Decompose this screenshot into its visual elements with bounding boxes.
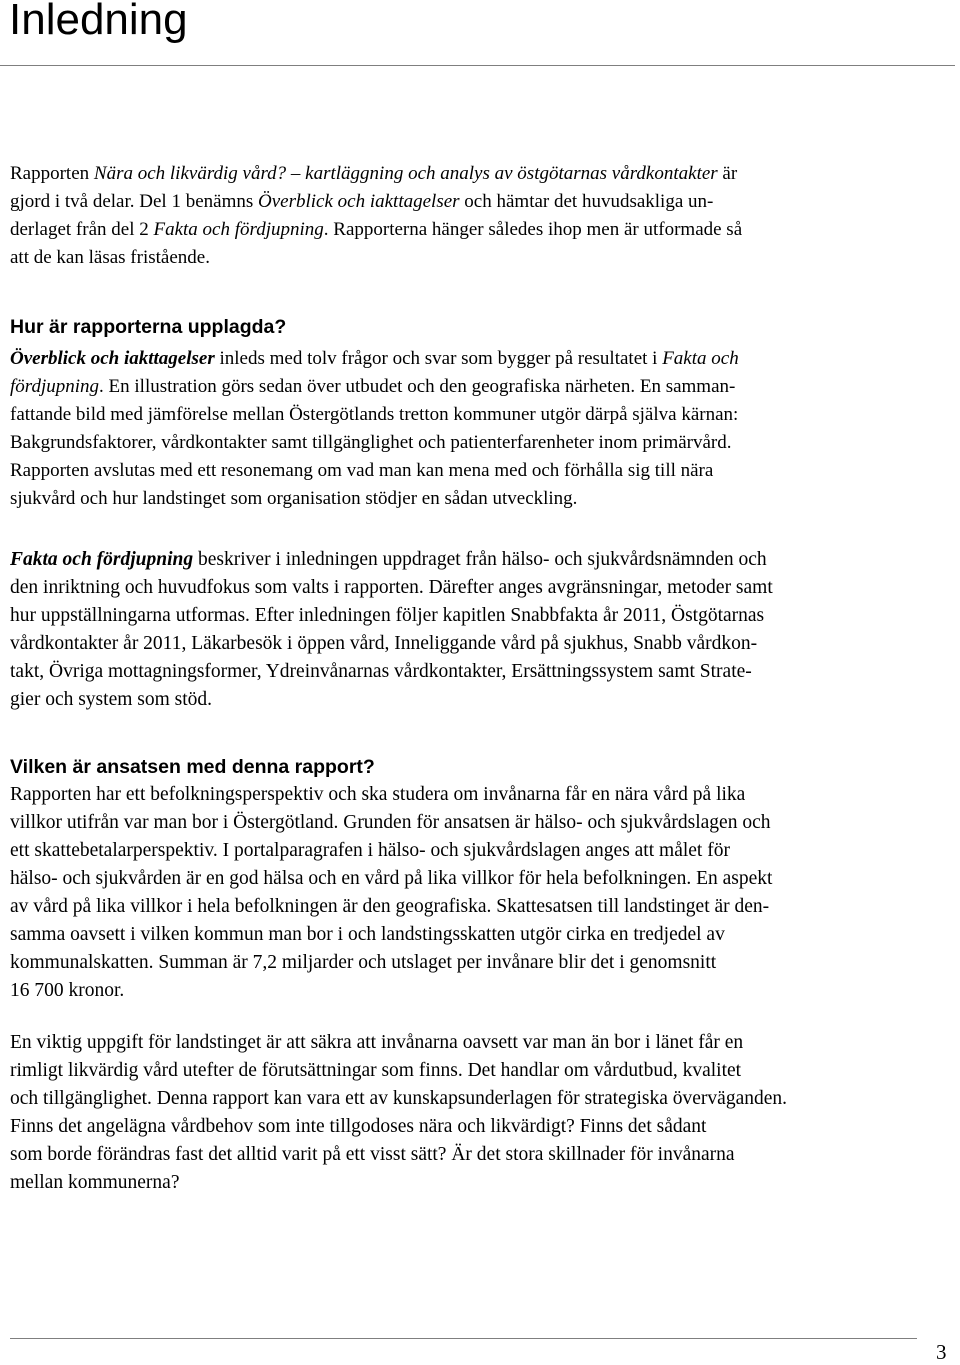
text-line: Fakta och fördjupning beskriver i inledningen uppdraget från hälso- och sjukvårdsnämnden och [10, 549, 767, 570]
text-line: den inriktning och huvudfokus som valts i rapporten. Därefter anges avgränsningar, metoder samt [10, 577, 773, 598]
approach-paragraph [10, 781, 772, 1005]
text-line: fördjupning. En illustration görs sedan över utbudet och den geografiska närheten. En samman- [10, 376, 736, 397]
text-line: 16 700 kronor. [10, 980, 125, 1001]
text-line: derlaget från del 2 Fakta och fördjupning. Rapporterna hänger således ihop men är utformade så [10, 219, 743, 240]
fakta-paragraph [10, 546, 773, 714]
text-line: kommunalskatten. Summan är 7,2 miljarder och utslaget per invånare blir det i genomsnitt [10, 952, 717, 973]
text-line: En viktig uppgift för landstinget är att säkra att invånarna oavsett var man än bor i länet får en [10, 1032, 744, 1053]
text-line: och tillgänglighet. Denna rapport kan vara ett av kunskapsunderlagen för strategiska överväganden. [10, 1088, 788, 1109]
text-line: hur uppställningarna utformas. Efter inledningen följer kapitlen Snabbfakta år 2011, Östgötarnas [10, 605, 765, 626]
text-line: vårdkontakter år 2011, Läkarbesök i öppen vård, Inneliggande vård på sjukhus, Snabb vårdkon- [10, 633, 758, 654]
text-line: Rapporten har ett befolkningsperspektiv och ska studera om invånarna får en nära vård på lika [10, 784, 746, 805]
text-line: fattande bild med jämförelse mellan Östergötlands tretton kommuner utgör därpå själva kärnan: [10, 404, 739, 425]
text-line: ett skattebetalarperspektiv. I portalparagrafen i hälso- och sjukvårdslagen anges att målet för [10, 840, 730, 861]
text-line: att de kan läsas fristående. [10, 247, 210, 268]
section-heading-approach: Vilken är ansatsen med denna rapport? [10, 756, 375, 778]
text-line: mellan kommunerna? [10, 1172, 180, 1193]
text-line: samma oavsett i vilken kommun man bor i och landstingsskatten utgör cirka en tredjedel av [10, 924, 725, 945]
text-line: sjukvård och hur landstinget som organisation stödjer en sådan utveckling. [10, 488, 578, 509]
text-line: Rapporten Nära och likvärdig vård? – kartläggning och analys av östgötarnas vårdkontakter är [10, 163, 738, 184]
text-line: gjord i två delar. Del 1 benämns Överblick och iakttagelser och hämtar det huvudsakliga un- [10, 191, 714, 212]
purpose-paragraph [10, 1029, 787, 1197]
text-line: hälso- och sjukvården är en god hälsa och en vård på lika villkor för hela befolkningen. En aspekt [10, 868, 773, 889]
page-title: Inledning [9, 0, 188, 44]
footer-divider [10, 1338, 917, 1339]
text-line: av vård på lika villkor i hela befolkningen är den geografiska. Skattesatsen till landstinget är den- [10, 896, 770, 917]
text-line: rimligt likvärdig vård utefter de förutsättningar som finns. Det handlar om vårdutbud, kvalitet [10, 1060, 742, 1081]
text-line: Finns det angelägna vårdbehov som inte tillgodoses nära och likvärdigt? Finns det sådant [10, 1116, 707, 1137]
text-line: villkor utifrån var man bor i Östergötland. Grunden för ansatsen är hälso- och sjukvårdslagen och [10, 812, 771, 833]
text-line: Överblick och iakttagelser inleds med tolv frågor och svar som bygger på resultatet i Fakta och [10, 348, 739, 369]
text-line: som borde förändras fast det alltid varit på ett visst sätt? Är det stora skillnader för invånarna [10, 1144, 735, 1165]
text-line: takt, Övriga mottagningsformer, Ydreinvånarnas vårdkontakter, Ersättningssystem samt Strate- [10, 661, 752, 682]
section-heading-structure: Hur är rapporterna upplagda? [10, 316, 287, 338]
page-number: 3 [936, 1340, 947, 1364]
text-line: Bakgrundsfaktorer, vårdkontakter samt tillgänglighet och patienterfarenheter inom primärvård. [10, 432, 732, 453]
intro-paragraph [10, 160, 742, 272]
header-divider [0, 65, 955, 66]
structure-paragraph [10, 345, 739, 513]
text-line: Rapporten avslutas med ett resonemang om vad man kan mena med och förhålla sig till nära [10, 460, 714, 481]
text-line: gier och system som stöd. [10, 689, 213, 710]
